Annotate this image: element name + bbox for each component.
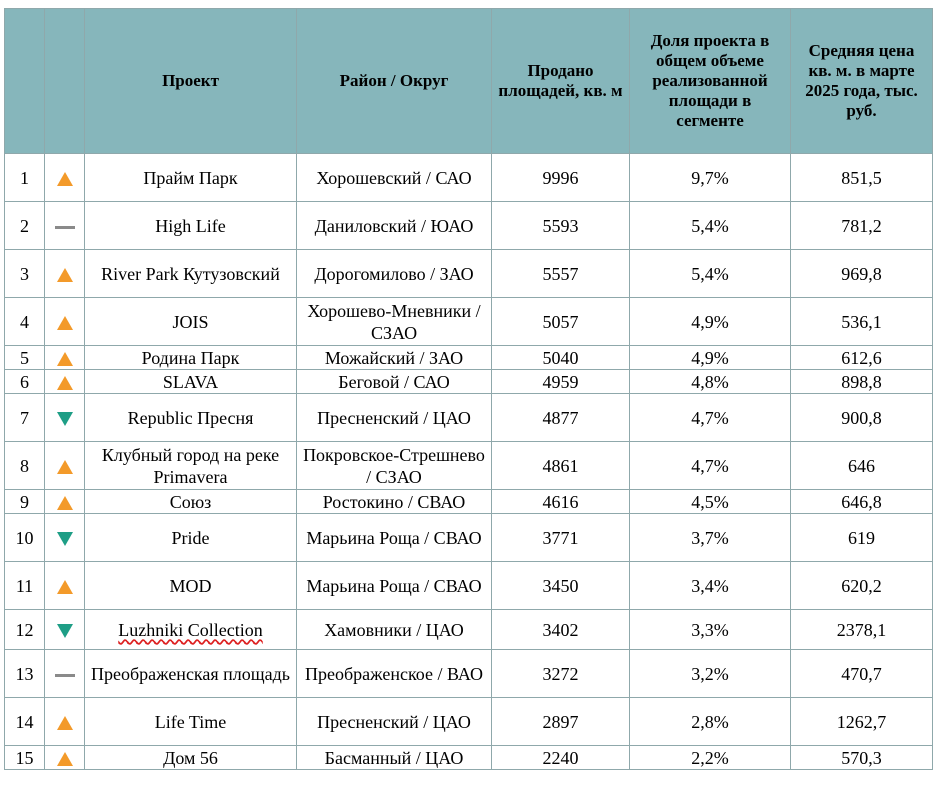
table-row	[5, 610, 933, 650]
rank-cell: 6	[5, 370, 45, 394]
table-row	[5, 298, 933, 346]
project-name: Клубный город на реке Primavera	[101, 444, 280, 487]
sold-cell: 5557	[492, 250, 630, 298]
header-trend	[45, 9, 85, 154]
price-cell: 851,5	[791, 154, 933, 202]
table-header-row	[5, 9, 933, 154]
rank-cell: 9	[5, 490, 45, 514]
price-cell: 781,2	[791, 202, 933, 250]
district-cell: Пресненский / ЦАО	[297, 394, 492, 442]
rank-cell: 14	[5, 698, 45, 746]
ranking-table	[4, 8, 933, 770]
share-cell: 5,4%	[630, 250, 791, 298]
project-name: MOD	[169, 575, 212, 596]
trend-cell	[45, 562, 85, 610]
share-cell: 3,2%	[630, 650, 791, 698]
share-cell: 3,3%	[630, 610, 791, 650]
rank-cell: 1	[5, 154, 45, 202]
project-name: JOIS	[172, 311, 209, 332]
trend-cell	[45, 698, 85, 746]
district-cell: Преображенское / ВАО	[297, 650, 492, 698]
sold-cell: 5593	[492, 202, 630, 250]
district-cell: Дорогомилово / ЗАО	[297, 250, 492, 298]
header-share: Доля проекта в общем объеме реализованной площади в сегменте	[630, 9, 791, 154]
trend-cell	[45, 442, 85, 490]
district-cell: Беговой / САО	[297, 370, 492, 394]
district-cell: Даниловский / ЮАО	[297, 202, 492, 250]
district-cell: Можайский / ЗАО	[297, 346, 492, 370]
share-cell: 4,7%	[630, 442, 791, 490]
down-triangle-icon	[57, 624, 73, 638]
price-cell: 2378,1	[791, 610, 933, 650]
project-name: Родина Парк	[141, 347, 240, 368]
share-cell: 4,9%	[630, 298, 791, 346]
table-row	[5, 202, 933, 250]
project-cell	[85, 650, 297, 698]
down-triangle-icon	[57, 532, 73, 546]
project-name: Life Time	[154, 711, 227, 732]
rank-cell: 7	[5, 394, 45, 442]
sold-cell: 2240	[492, 746, 630, 770]
project-name: Преображенская площадь	[90, 663, 291, 684]
trend-cell	[45, 154, 85, 202]
price-cell: 1262,7	[791, 698, 933, 746]
price-cell: 536,1	[791, 298, 933, 346]
rank-cell: 12	[5, 610, 45, 650]
sold-cell: 2897	[492, 698, 630, 746]
district-cell: Марьина Роща / СВАО	[297, 562, 492, 610]
table-row	[5, 442, 933, 490]
project-cell	[85, 346, 297, 370]
project-name: Republic Пресня	[127, 407, 254, 428]
project-name: Союз	[169, 491, 212, 512]
rank-cell: 3	[5, 250, 45, 298]
sold-cell: 3450	[492, 562, 630, 610]
price-cell: 570,3	[791, 746, 933, 770]
table-body	[5, 154, 933, 770]
share-cell: 3,4%	[630, 562, 791, 610]
table-row	[5, 250, 933, 298]
trend-cell	[45, 202, 85, 250]
sold-cell: 5040	[492, 346, 630, 370]
table-row	[5, 346, 933, 370]
share-cell: 5,4%	[630, 202, 791, 250]
project-cell	[85, 250, 297, 298]
up-triangle-icon	[57, 172, 73, 186]
rank-cell: 8	[5, 442, 45, 490]
project-name: River Park Кутузовский	[101, 263, 280, 284]
rank-cell: 15	[5, 746, 45, 770]
up-triangle-icon	[57, 460, 73, 474]
table-row	[5, 650, 933, 698]
price-cell: 898,8	[791, 370, 933, 394]
project-cell	[85, 394, 297, 442]
project-name: Pride	[171, 527, 210, 548]
table-row	[5, 746, 933, 770]
header-project: Проект	[85, 9, 297, 154]
rank-cell: 10	[5, 514, 45, 562]
table-row	[5, 490, 933, 514]
up-triangle-icon	[57, 376, 73, 390]
project-cell	[85, 746, 297, 770]
dash-icon	[55, 674, 75, 677]
sold-cell: 4616	[492, 490, 630, 514]
district-cell: Марьина Роща / СВАО	[297, 514, 492, 562]
up-triangle-icon	[57, 580, 73, 594]
project-cell	[85, 298, 297, 346]
table-row	[5, 562, 933, 610]
sold-cell: 3272	[492, 650, 630, 698]
project-cell	[85, 202, 297, 250]
district-cell: Ростокино / СВАО	[297, 490, 492, 514]
district-cell: Хорошевский / САО	[297, 154, 492, 202]
rank-cell: 5	[5, 346, 45, 370]
share-cell: 4,5%	[630, 490, 791, 514]
price-cell: 969,8	[791, 250, 933, 298]
table-row	[5, 370, 933, 394]
district-cell: Хамовники / ЦАО	[297, 610, 492, 650]
header-sold: Продано площадей, кв. м	[492, 9, 630, 154]
project-name: Дом 56	[163, 747, 218, 768]
table-row	[5, 394, 933, 442]
trend-cell	[45, 394, 85, 442]
trend-cell	[45, 514, 85, 562]
price-cell: 646,8	[791, 490, 933, 514]
header-district: Район / Округ	[297, 9, 492, 154]
price-cell: 620,2	[791, 562, 933, 610]
district-cell: Хорошево-Мневники / СЗАО	[297, 298, 492, 346]
share-cell: 2,8%	[630, 698, 791, 746]
share-cell: 3,7%	[630, 514, 791, 562]
rank-cell: 11	[5, 562, 45, 610]
header-rank	[5, 9, 45, 154]
share-cell: 4,9%	[630, 346, 791, 370]
header-price: Средняя цена кв. м. в марте 2025 года, тыс. руб.	[791, 9, 933, 154]
price-cell: 646	[791, 442, 933, 490]
table-row	[5, 698, 933, 746]
up-triangle-icon	[57, 316, 73, 330]
project-cell	[85, 442, 297, 490]
project-name: Прайм Парк	[143, 167, 238, 188]
price-cell: 612,6	[791, 346, 933, 370]
rank-cell: 2	[5, 202, 45, 250]
project-cell	[85, 370, 297, 394]
down-triangle-icon	[57, 412, 73, 426]
project-cell	[85, 154, 297, 202]
price-cell: 619	[791, 514, 933, 562]
dash-icon	[55, 226, 75, 229]
share-cell: 9,7%	[630, 154, 791, 202]
trend-cell	[45, 250, 85, 298]
sold-cell: 5057	[492, 298, 630, 346]
rank-cell: 13	[5, 650, 45, 698]
trend-cell	[45, 610, 85, 650]
price-cell: 900,8	[791, 394, 933, 442]
project-name: SLAVA	[162, 371, 219, 392]
table-row	[5, 514, 933, 562]
district-cell: Покровское-Стрешнево / СЗАО	[297, 442, 492, 490]
up-triangle-icon	[57, 716, 73, 730]
up-triangle-icon	[57, 752, 73, 766]
trend-cell	[45, 746, 85, 770]
sold-cell: 9996	[492, 154, 630, 202]
up-triangle-icon	[57, 268, 73, 282]
district-cell: Басманный / ЦАО	[297, 746, 492, 770]
project-name: Luzhniki Collection	[118, 619, 263, 640]
price-cell: 470,7	[791, 650, 933, 698]
district-cell: Пресненский / ЦАО	[297, 698, 492, 746]
project-cell	[85, 698, 297, 746]
project-cell	[85, 562, 297, 610]
project-cell	[85, 610, 297, 650]
sold-cell: 4861	[492, 442, 630, 490]
up-triangle-icon	[57, 352, 73, 366]
sold-cell: 4959	[492, 370, 630, 394]
rank-cell: 4	[5, 298, 45, 346]
project-cell	[85, 490, 297, 514]
trend-cell	[45, 370, 85, 394]
share-cell: 4,8%	[630, 370, 791, 394]
share-cell: 4,7%	[630, 394, 791, 442]
trend-cell	[45, 650, 85, 698]
table-row	[5, 154, 933, 202]
sold-cell: 3402	[492, 610, 630, 650]
trend-cell	[45, 346, 85, 370]
project-cell	[85, 514, 297, 562]
trend-cell	[45, 490, 85, 514]
sold-cell: 4877	[492, 394, 630, 442]
project-name: High Life	[155, 215, 226, 236]
trend-cell	[45, 298, 85, 346]
sold-cell: 3771	[492, 514, 630, 562]
up-triangle-icon	[57, 496, 73, 510]
share-cell: 2,2%	[630, 746, 791, 770]
